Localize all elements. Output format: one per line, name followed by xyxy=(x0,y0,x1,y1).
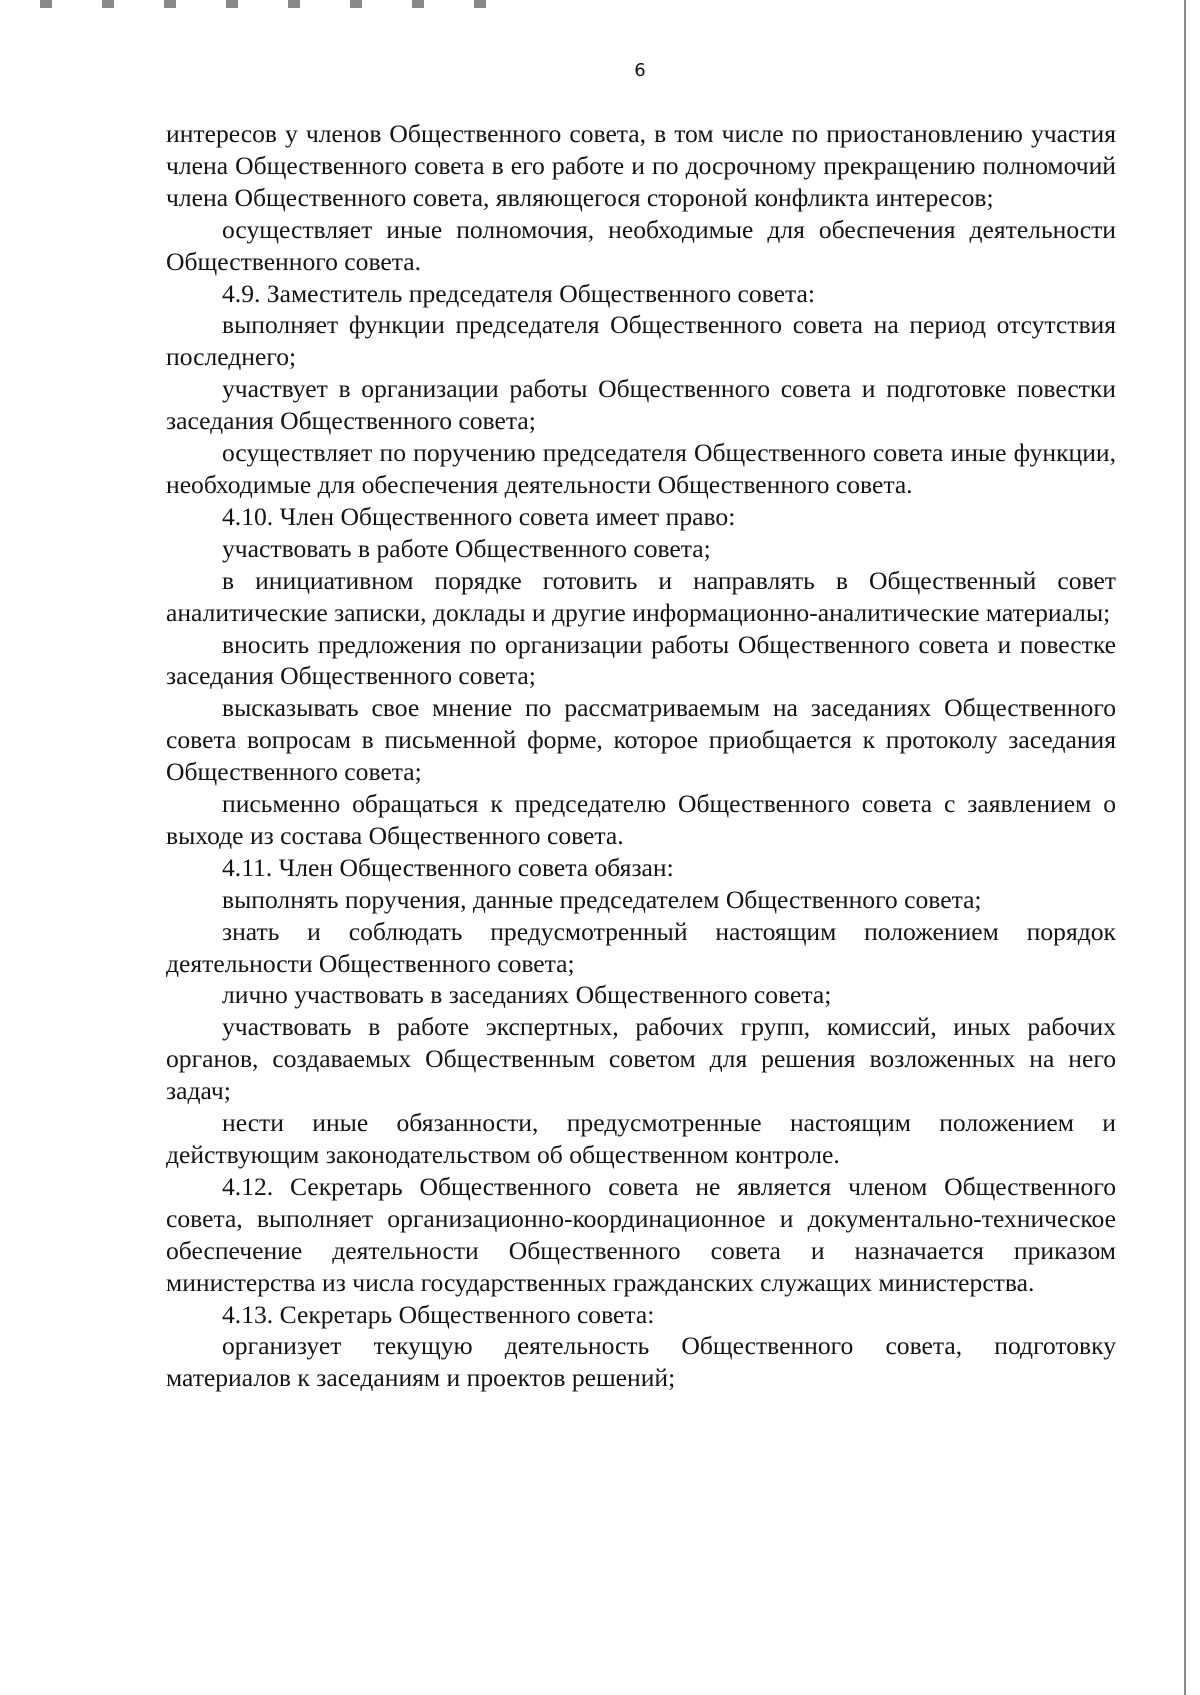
paragraph: лично участвовать в заседаниях Общественного совета; xyxy=(222,980,832,1010)
paragraph: осуществляет по поручению председателя Общественного совета иные функции, необходимые для обеспечения деятельности Общественного совета. xyxy=(166,438,1116,499)
paragraph-continued: интересов у членов Общественного совета, в том числе по приостановлению участия члена Общественного совета в его работе и по досрочному прекращению полномочий члена Общественного совета, являющегося стороной конфликта интересов; xyxy=(166,119,1116,212)
page-number: 6 xyxy=(634,60,646,81)
paragraph: высказывать свое мнение по рассматриваемым на заседаниях Общественного совета вопросам в письменной форме, которое приобщается к протоколу заседания Общественного совета; xyxy=(166,693,1116,787)
paragraph: выполняет функции председателя Общественного совета на период отсутствия последнего; xyxy=(166,310,1116,372)
paragraph: в инициативном порядке готовить и направлять в Общественный совет аналитические записки, доклады и другие информационно-аналитические материалы; xyxy=(166,565,1116,627)
page-edge-line xyxy=(1184,0,1186,1695)
paragraph: участвует в организации работы Общественного совета и подготовке повестки заседания Общественного совета; xyxy=(166,374,1116,436)
paragraph: осуществляет иные полномочия, необходимые для обеспечения деятельности Общественного совета. xyxy=(166,214,1116,276)
document-body xyxy=(166,118,1116,1394)
section-4-12: 4.12. Секретарь Общественного совета не является членом Общественного совета, выполняет организационно-координационное и документально-техническое обеспечение деятельности Общественного совета и назначается приказом министерства из числа государственных гражданских служащих министерства. xyxy=(166,1171,1116,1297)
paragraph: знать и соблюдать предусмотренный настоящим положением порядок деятельности Общественного совета; xyxy=(166,916,1116,978)
paragraph: участвовать в работе экспертных, рабочих групп, комиссий, иных рабочих органов, создаваемых Общественным советом для решения возложенных на него задач; xyxy=(166,1012,1116,1106)
section-heading-4-9: 4.9. Заместитель председателя Общественного совета: xyxy=(222,278,815,308)
paragraph: письменно обращаться к председателю Общественного совета с заявлением о выходе из состава Общественного совета. xyxy=(166,789,1116,850)
section-heading-4-11: 4.11. Член Общественного совета обязан: xyxy=(222,852,674,882)
paragraph: выполнять поручения, данные председателем Общественного совета; xyxy=(222,884,982,914)
paragraph: нести иные обязанности, предусмотренные настоящим положением и действующим законодательством об общественном контроле. xyxy=(166,1108,1116,1169)
section-heading-4-10: 4.10. Член Общественного совета имеет право: xyxy=(222,501,736,531)
paragraph: вносить предложения по организации работы Общественного совета и повестке заседания Общественного совета; xyxy=(166,629,1116,691)
paragraph: участвовать в работе Общественного совета; xyxy=(222,533,711,563)
section-heading-4-13: 4.13. Секретарь Общественного совета: xyxy=(222,1299,655,1329)
scan-artifact-dashes xyxy=(40,0,510,8)
paragraph: организует текущую деятельность Общественного совета, подготовку материалов к заседаниям и проектов решений; xyxy=(166,1331,1116,1393)
